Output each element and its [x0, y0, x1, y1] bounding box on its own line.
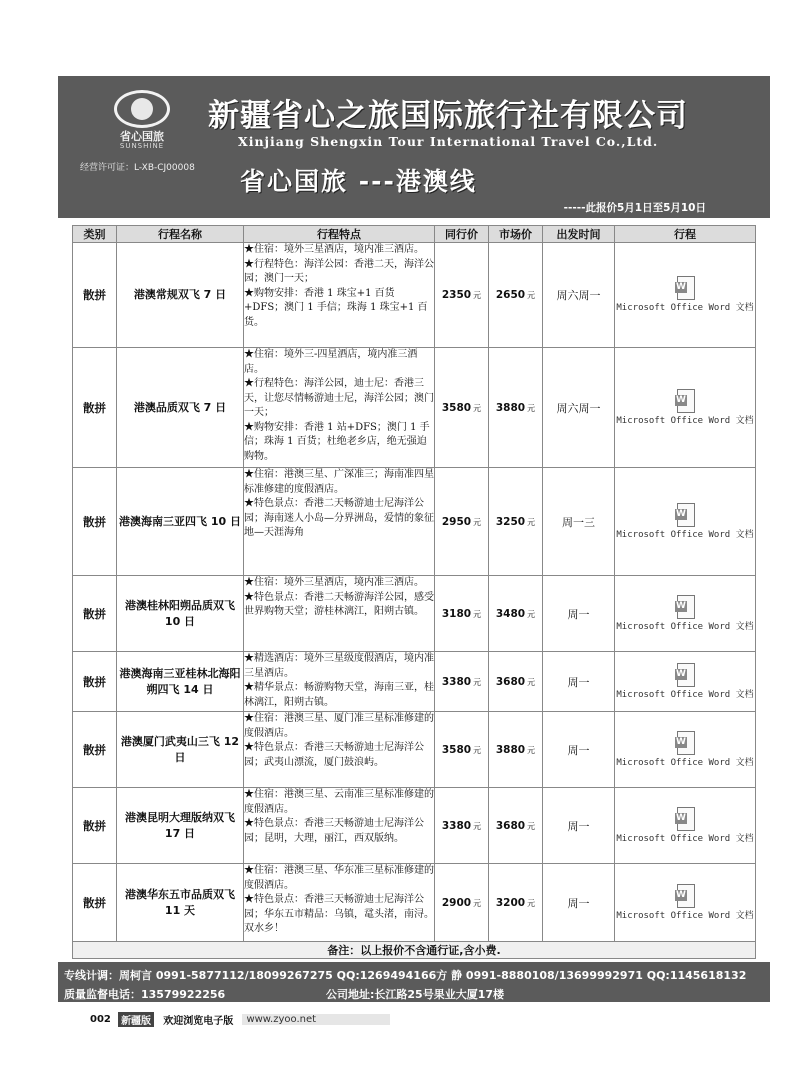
note-row — [73, 942, 756, 959]
feature-line: ★住宿：港澳三星、华东准三星标准修建的度假酒店。 — [244, 865, 434, 891]
price-unit: 元 — [473, 517, 482, 527]
feature-line: ★特色景点：香港三天畅游迪士尼海洋公园；华东五市精品：乌镇，鼋头渚，南浔。双水乡！ — [244, 894, 434, 934]
tour-features — [244, 468, 435, 576]
price-unit: 元 — [527, 745, 536, 755]
market-price — [489, 576, 543, 652]
tour-name: 港澳品质双飞 7 日 — [117, 348, 244, 468]
market-price-value: 3250 — [495, 515, 526, 528]
tour-category: 散拼 — [73, 652, 117, 712]
trade-price-value: 3180 — [441, 607, 472, 620]
word-document-icon[interactable]: W — [675, 884, 695, 908]
trade-price — [435, 712, 489, 788]
feature-line: ★住宿：境外三-四星酒店，境内准三酒店。 — [244, 349, 418, 375]
page-number: 002 — [90, 1014, 111, 1025]
tour-price-table — [72, 225, 756, 959]
price-validity: -----此报价5月1日至5月10日 — [563, 202, 706, 214]
edition-badge: 新疆版 — [118, 1012, 154, 1027]
tour-name: 港澳海南三亚四飞 10 日 — [117, 468, 244, 576]
trade-price-value: 3580 — [441, 401, 472, 414]
trade-price-value: 2950 — [441, 515, 472, 528]
column-header: 市场价 — [489, 226, 543, 243]
price-note: 备注：以上报价不含通行证,含小费. — [73, 942, 756, 959]
tour-name: 港澳桂林阳朔品质双飞 10 日 — [117, 576, 244, 652]
tour-name: 港澳厦门武夷山三飞 12 日 — [117, 712, 244, 788]
tour-category: 散拼 — [73, 576, 117, 652]
feature-line: ★行程特色：海洋公园：香港二天，海洋公园；澳门一天； — [244, 258, 434, 284]
itinerary-document[interactable] — [615, 243, 756, 348]
table-row — [73, 864, 756, 942]
price-unit: 元 — [473, 821, 482, 831]
document-label: Microsoft Office Word 文档 — [616, 910, 754, 921]
departure-days: 周一 — [543, 712, 615, 788]
market-price — [489, 468, 543, 576]
contact-line: 专线计调：周柯言 0991-5877112/18099267275 QQ:1269494166方 静 0991-8880108/13699992971 QQ:1145618132 — [64, 969, 747, 982]
price-unit: 元 — [527, 291, 536, 300]
itinerary-document[interactable] — [615, 864, 756, 942]
word-document-icon[interactable]: W — [675, 389, 695, 413]
feature-line: ★购物安排：香港 1 珠宝+1 百货+DFS；澳门 1 手信；珠海 1 珠宝+1 百货。 — [244, 287, 428, 328]
price-unit: 元 — [527, 609, 536, 619]
document-label: Microsoft Office Word 文档 — [616, 621, 754, 632]
itinerary-document[interactable] — [615, 576, 756, 652]
trade-price-value: 2350 — [441, 289, 472, 301]
document-label: Microsoft Office Word 文档 — [616, 833, 754, 844]
license-number: 经营许可证：L-XB-CJ00008 — [80, 163, 195, 173]
departure-days: 周一 — [543, 864, 615, 942]
tour-features — [244, 864, 435, 942]
column-header: 行程名称 — [117, 226, 244, 243]
trade-price — [435, 348, 489, 468]
market-price — [489, 243, 543, 348]
logo-text: 省心国旅 — [120, 130, 164, 143]
tour-category: 散拼 — [73, 712, 117, 788]
table-row — [73, 788, 756, 864]
tour-features — [244, 788, 435, 864]
price-unit: 元 — [527, 677, 536, 687]
table-header-row — [73, 226, 756, 243]
trade-price-value: 2900 — [441, 896, 472, 909]
tour-features — [244, 712, 435, 788]
feature-line: ★住宿：港澳三星、广深准三；海南准四星标准修建的度假酒店。 — [244, 469, 434, 495]
trade-price — [435, 468, 489, 576]
market-price-value: 3680 — [495, 675, 526, 688]
trade-price — [435, 652, 489, 712]
price-unit: 元 — [473, 745, 482, 755]
price-unit: 元 — [473, 609, 482, 619]
document-label: Microsoft Office Word 文档 — [616, 689, 754, 700]
trade-price — [435, 864, 489, 942]
trade-price — [435, 788, 489, 864]
table-row — [73, 652, 756, 712]
departure-days: 周一三 — [543, 468, 615, 576]
market-price-value: 3480 — [495, 607, 526, 620]
website-link[interactable]: www.zyoo.net — [242, 1014, 390, 1025]
feature-line: ★特色景点：香港三天畅游迪士尼海洋公园；昆明，大理，丽江，西双版纳。 — [244, 818, 424, 844]
tour-name: 港澳海南三亚桂林北海阳朔四飞 14 日 — [117, 652, 244, 712]
route-title: 省心国旅 ---港澳线 — [240, 167, 477, 196]
table-row — [73, 348, 756, 468]
departure-days: 周六周一 — [543, 348, 615, 468]
departure-days: 周六周一 — [543, 243, 615, 348]
itinerary-document[interactable] — [615, 652, 756, 712]
column-header: 行程 — [615, 226, 756, 243]
market-price — [489, 348, 543, 468]
price-unit: 元 — [473, 291, 482, 300]
feature-line: ★住宿：境外三星酒店，境内准三酒店。 — [244, 244, 424, 255]
word-document-icon[interactable]: W — [675, 595, 695, 619]
page-footer — [90, 1012, 390, 1027]
word-document-icon[interactable]: W — [675, 807, 695, 831]
word-document-icon[interactable]: W — [675, 731, 695, 755]
market-price-value: 3200 — [495, 896, 526, 909]
column-header: 行程特点 — [244, 226, 435, 243]
company-address: 公司地址:长江路25号果业大厦17楼 — [326, 988, 505, 1001]
feature-line: ★住宿：境外三星酒店，境内准三酒店。 — [244, 577, 424, 588]
word-document-icon[interactable]: W — [675, 503, 695, 527]
itinerary-document[interactable] — [615, 348, 756, 468]
table-row — [73, 712, 756, 788]
document-label: Microsoft Office Word 文档 — [616, 415, 754, 426]
document-label: Microsoft Office Word 文档 — [616, 303, 754, 313]
price-unit: 元 — [473, 898, 482, 908]
column-header: 类别 — [73, 226, 117, 243]
company-name: 新疆省心之旅国际旅行社有限公司 — [208, 98, 688, 134]
departure-days: 周一 — [543, 576, 615, 652]
market-price — [489, 788, 543, 864]
feature-line: ★特色景点：香港三天畅游迪士尼海洋公园；武夷山漂流，厦门鼓浪屿。 — [244, 742, 424, 768]
trade-price-value: 3580 — [441, 743, 472, 756]
document-label: Microsoft Office Word 文档 — [616, 529, 754, 540]
tour-category: 散拼 — [73, 243, 117, 348]
feature-line: ★购物安排：香港 1 站+DFS；澳门 1 手信；珠海 1 百货；杜绝老乡店，绝无强迫购物。 — [244, 421, 430, 462]
market-price-value: 3880 — [495, 743, 526, 756]
price-unit: 元 — [473, 677, 482, 687]
price-unit: 元 — [527, 821, 536, 831]
itinerary-document[interactable] — [615, 468, 756, 576]
departure-days: 周一 — [543, 652, 615, 712]
tour-name: 港澳华东五市品质双飞 11 天 — [117, 864, 244, 942]
document-label: Microsoft Office Word 文档 — [616, 757, 754, 768]
welcome-text: 欢迎浏览电子版 — [163, 1016, 234, 1027]
market-price — [489, 712, 543, 788]
tour-features — [244, 243, 435, 348]
tour-features — [244, 652, 435, 712]
market-price — [489, 652, 543, 712]
tour-category: 散拼 — [73, 468, 117, 576]
feature-line: ★特色景点：香港二天畅游海洋公园，感受世界购物天堂；游桂林漓江，阳朔古镇。 — [244, 591, 434, 617]
logo-text-en: SUNSHINE — [119, 142, 165, 150]
company-logo — [106, 90, 178, 150]
header-banner — [58, 76, 770, 218]
feature-line: ★住宿：港澳三星、云南准三星标准修建的度假酒店。 — [244, 789, 434, 815]
market-price-value: 3680 — [495, 819, 526, 832]
table-row — [73, 468, 756, 576]
tour-features — [244, 576, 435, 652]
tour-features — [244, 348, 435, 468]
table-row — [73, 243, 756, 348]
price-unit: 元 — [527, 517, 536, 527]
table-row — [73, 576, 756, 652]
trade-price — [435, 576, 489, 652]
company-name-en: Xinjiang Shengxin Tour International Travel Co.,Ltd. — [238, 134, 659, 149]
price-unit: 元 — [527, 403, 536, 413]
tour-name: 港澳昆明大理版纳双飞 17 日 — [117, 788, 244, 864]
trade-price-value: 3380 — [441, 675, 472, 688]
market-price-value: 2650 — [495, 289, 526, 301]
feature-line: ★住宿：港澳三星、厦门准三星标准修建的度假酒店。 — [244, 713, 434, 739]
trade-price-value: 3380 — [441, 819, 472, 832]
market-price — [489, 864, 543, 942]
price-unit: 元 — [473, 403, 482, 413]
price-unit: 元 — [527, 898, 536, 908]
feature-line: ★精华景点：畅游购物天堂，海南三亚，桂林漓江，阳朔古镇。 — [244, 682, 434, 708]
column-header: 同行价 — [435, 226, 489, 243]
globe-icon — [131, 98, 153, 120]
itinerary-document[interactable] — [615, 712, 756, 788]
tour-name: 港澳常规双飞 7 日 — [117, 243, 244, 348]
quality-hotline: 质量监督电话：13579922256 — [64, 988, 226, 1001]
word-document-icon[interactable]: W — [675, 276, 695, 300]
tour-category: 散拼 — [73, 348, 117, 468]
contact-footer — [58, 962, 770, 1002]
tour-category: 散拼 — [73, 864, 117, 942]
market-price-value: 3880 — [495, 401, 526, 414]
trade-price — [435, 243, 489, 348]
column-header: 出发时间 — [543, 226, 615, 243]
tour-category: 散拼 — [73, 788, 117, 864]
feature-line: ★精选酒店：境外三星级度假酒店，境内准三星酒店。 — [244, 653, 434, 679]
word-document-icon[interactable]: W — [675, 663, 695, 687]
feature-line: ★行程特色：海洋公园，迪士尼：香港三天，让您尽情畅游迪士尼，海洋公园；澳门一天； — [244, 378, 434, 418]
departure-days: 周一 — [543, 788, 615, 864]
feature-line: ★特色景点：香港二天畅游迪士尼海洋公园；海南迷人小岛—分界洲岛，爱情的象征地—天涯海角 — [244, 498, 434, 538]
itinerary-document[interactable] — [615, 788, 756, 864]
